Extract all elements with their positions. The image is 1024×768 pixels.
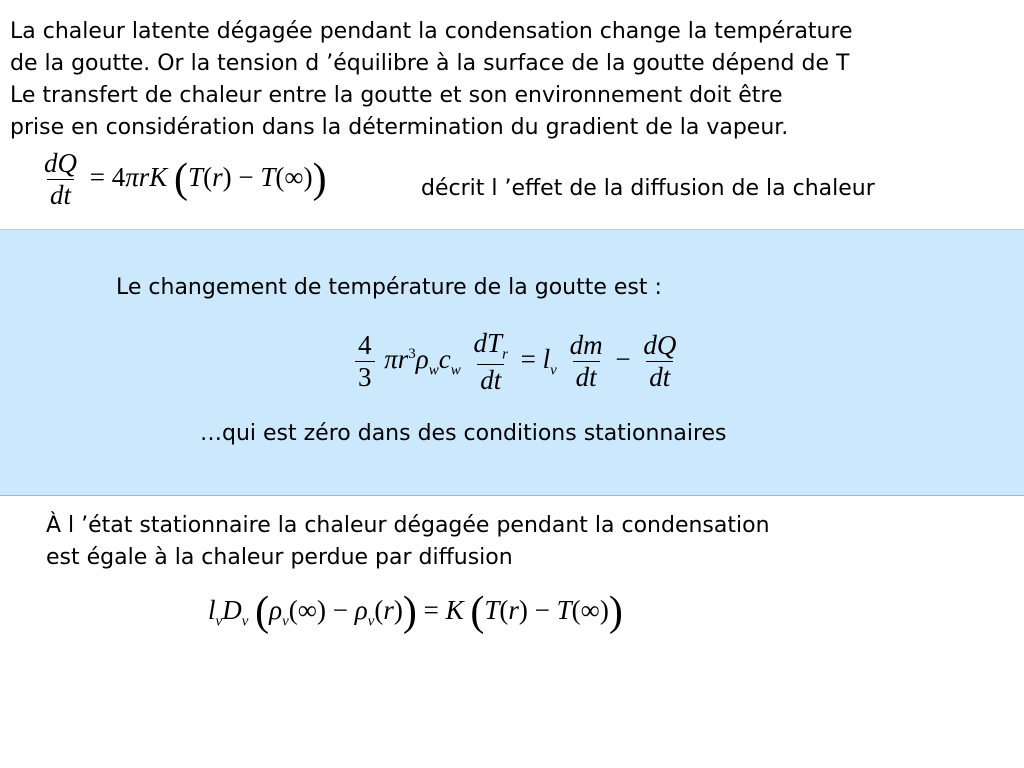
intro-line-3: Le transfert de chaleur entre la goutte et son environnement doit être — [10, 83, 783, 108]
stationary-line-1: À l ’état stationnaire la chaleur dégagée pendant la condensation — [46, 513, 770, 538]
stationary-zero-note: …qui est zéro dans des conditions stationnaires — [200, 421, 727, 446]
heat-diffusion-equation: $\frac{dQ}{dt}$ = 4πrK (T(r) − T(∞)) — [44, 148, 327, 211]
intro-line-2: de la goutte. Or la tension d ’équilibre à la surface de la goutte dépend de T — [10, 51, 850, 76]
intro-line-4: prise en considération dans la détermination du gradient de la vapeur. — [10, 115, 789, 140]
stationary-paragraph — [46, 510, 770, 574]
stationary-balance-equation: $l_vD_v$ $(\rho_v(\infty) - \rho_v(r)) = K$ (T(r) − T(∞)) — [208, 589, 623, 635]
temperature-change-box — [0, 229, 1024, 496]
temperature-change-heading: Le changement de température de la goutte est : — [116, 275, 662, 300]
stationary-line-2: est égale à la chaleur perdue par diffusion — [46, 545, 513, 570]
intro-line-1: La chaleur latente dégagée pendant la condensation change la température — [10, 19, 853, 44]
intro-paragraph — [10, 16, 853, 144]
heat-diffusion-caption: décrit l ’effet de la diffusion de la chaleur — [421, 176, 875, 201]
temperature-change-equation: $\frac{4}{3}$ $\pi r^3\rho_wc_w$ $\frac{dT_r}{dt}$ = $l_v$ $\frac{dm}{dt}$ − $\frac{dQ}{dt}$ — [352, 328, 682, 396]
